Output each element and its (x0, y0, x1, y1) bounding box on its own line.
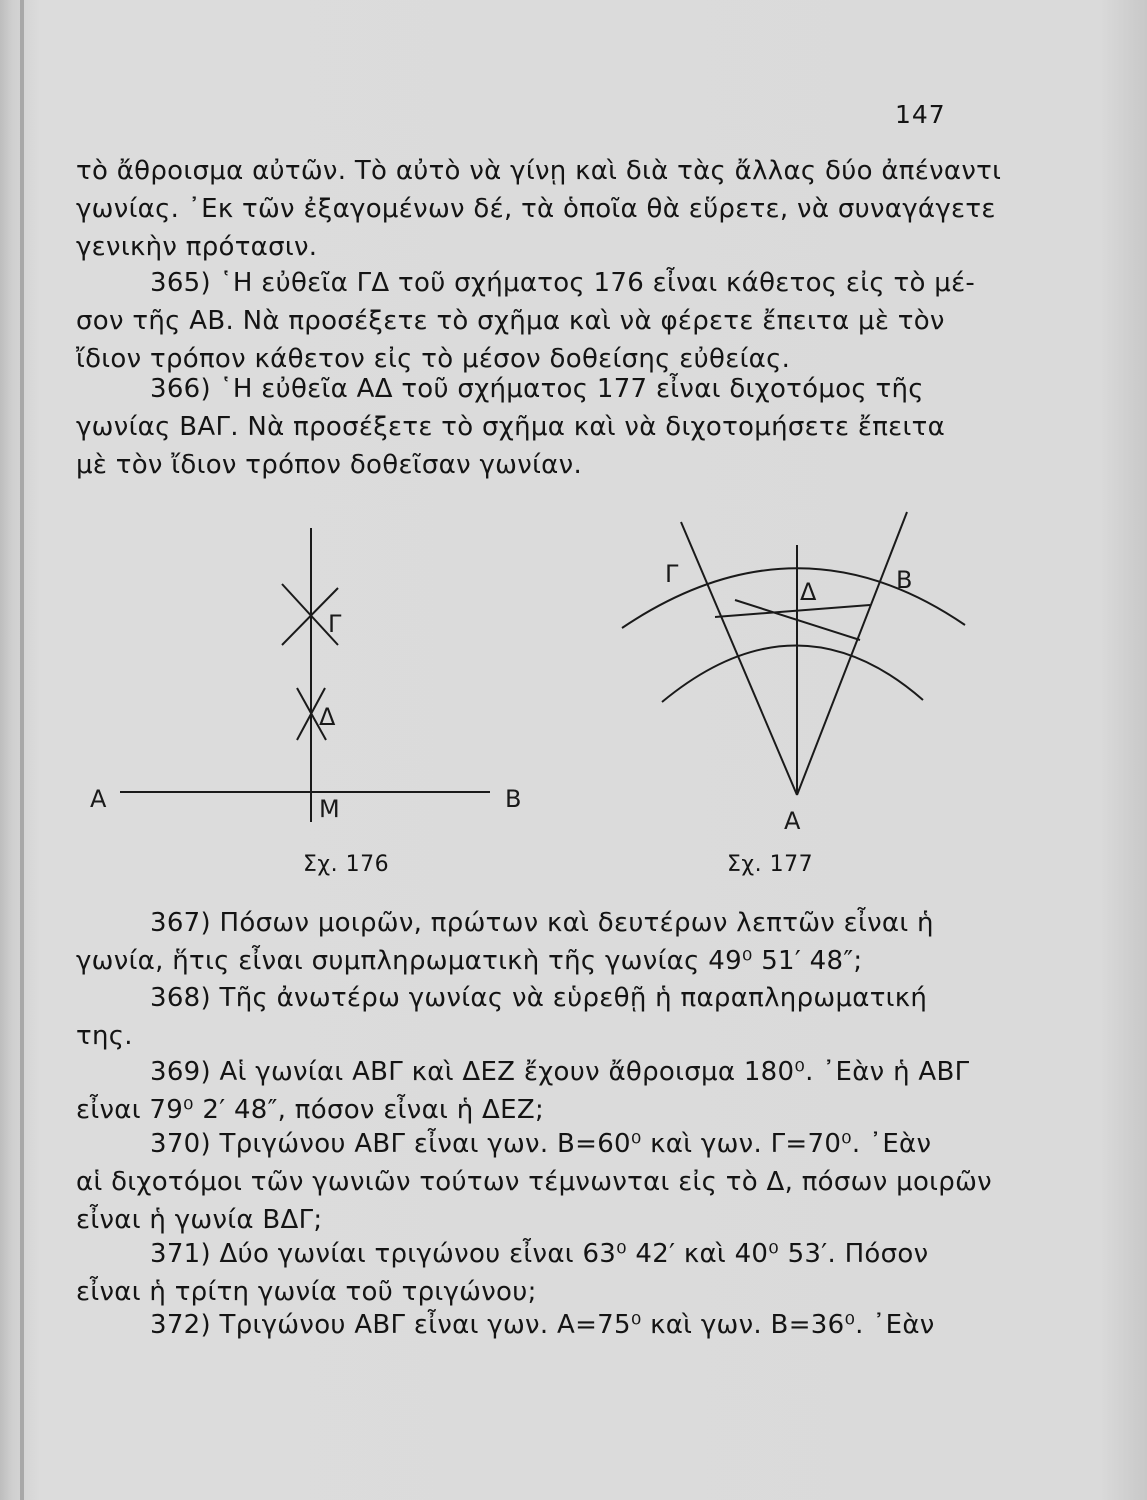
ray-ag (681, 522, 797, 795)
exercise-371 (76, 1235, 1076, 1311)
text-line: σον τῆς ΑΒ. Νὰ προσέξετε τὸ σχῆμα καὶ νὰ φέρετε ἔπειτα μὲ τὸν (76, 306, 945, 336)
text-line: 372) Τριγώνου ΑΒΓ εἶναι γων. Α=75⁰ καὶ γων. Β=36⁰. ᾿Εὰν (150, 1310, 935, 1340)
arc-mark (715, 605, 870, 617)
figure-177-diagram (622, 512, 965, 835)
text-line: 369) Αἱ γωνίαι ΑΒΓ καὶ ΔΕΖ ἔχουν ἄθροισμα 180⁰. ᾿Εὰν ἡ ΑΒΓ (150, 1057, 970, 1087)
text-line: 370) Τριγώνου ΑΒΓ εἶναι γων. Β=60⁰ καὶ γων. Γ=70⁰. ᾿Εὰν (150, 1129, 932, 1159)
exercise-372 (76, 1306, 1076, 1344)
text-line: εἶναι 79⁰ 2′ 48″, πόσον εἶναι ἡ ΔΕΖ; (76, 1095, 545, 1125)
text-line: τὸ ἄθροισμα αὐτῶν. Τὸ αὐτὸ νὰ γίνῃ καὶ διὰ τὰς ἄλλας δύο ἀπέναντι (76, 156, 1002, 186)
text-line: ἴδιον τρόπον κάθετον εἰς τὸ μέσον δοθείσης εὐθείας. (76, 344, 791, 374)
text-line: αἱ διχοτόμοι τῶν γωνιῶν τούτων τέμνωνται εἰς τὸ Δ, πόσων μοιρῶν (76, 1167, 992, 1197)
text-line: της. (76, 1021, 133, 1051)
text-line: 365) ῾Η εὐθεῖα ΓΔ τοῦ σχήματος 176 εἶναι κάθετος εἰς τὸ μέ- (150, 268, 976, 298)
text-line: 367) Πόσων μοιρῶν, πρώτων καὶ δευτέρων λεπτῶν εἶναι ἡ (150, 908, 934, 938)
text-line: 368) Τῆς ἀνωτέρω γωνίας νὰ εὑρεθῇ ἡ παραπληρωματική (150, 983, 928, 1013)
exercise-368 (76, 979, 1076, 1055)
label-m: Μ (319, 795, 340, 823)
text-line: εἶναι ἡ γωνία ΒΔΓ; (76, 1205, 323, 1235)
text-line: γωνίας ΒΑΓ. Νὰ προσέξετε τὸ σχῆμα καὶ νὰ διχοτομήσετε ἔπειτα (76, 412, 946, 442)
caption-figure-177: Σχ. 177 (727, 852, 814, 877)
label-b: Β (896, 566, 913, 594)
label-a: Α (90, 785, 107, 813)
text-line: 371) Δύο γωνίαι τριγώνου εἶναι 63⁰ 42′ καὶ 40⁰ 53′. Πόσον (150, 1239, 929, 1269)
exercise-367 (76, 904, 1076, 980)
label-d: Δ (800, 578, 817, 606)
caption-figure-176: Σχ. 176 (303, 852, 390, 877)
text-line: εἶναι ἡ τρίτη γωνία τοῦ τριγώνου; (76, 1277, 537, 1307)
text-line: γωνίας. ᾿Εκ τῶν ἐξαγομένων δέ, τὰ ὁποῖα θὰ εὕρετε, νὰ συναγάγετε (76, 194, 996, 224)
page-number: 147 (895, 100, 946, 129)
label-d: Δ (319, 703, 336, 731)
figure-176-diagram (90, 528, 521, 823)
label-b: Β (505, 785, 522, 813)
text-line: γωνία, ἥτις εἶναι συμπληρωματικὴ τῆς γωνίας 49⁰ 51′ 48″; (76, 946, 863, 976)
text-line: μὲ τὸν ἴδιον τρόπον δοθεῖσαν γωνίαν. (76, 450, 583, 480)
ray-ab (797, 512, 907, 795)
exercise-369 (76, 1053, 1076, 1129)
text-line: γενικὴν πρότασιν. (76, 232, 318, 262)
label-a: Α (784, 807, 801, 835)
label-g: Γ (665, 560, 679, 588)
small-arc (662, 645, 923, 702)
exercise-370 (76, 1125, 1076, 1239)
label-g: Γ (328, 610, 342, 638)
text-line: 366) ῾Η εὐθεῖα ΑΔ τοῦ σχήματος 177 εἶναι διχοτόμος τῆς (150, 374, 924, 404)
